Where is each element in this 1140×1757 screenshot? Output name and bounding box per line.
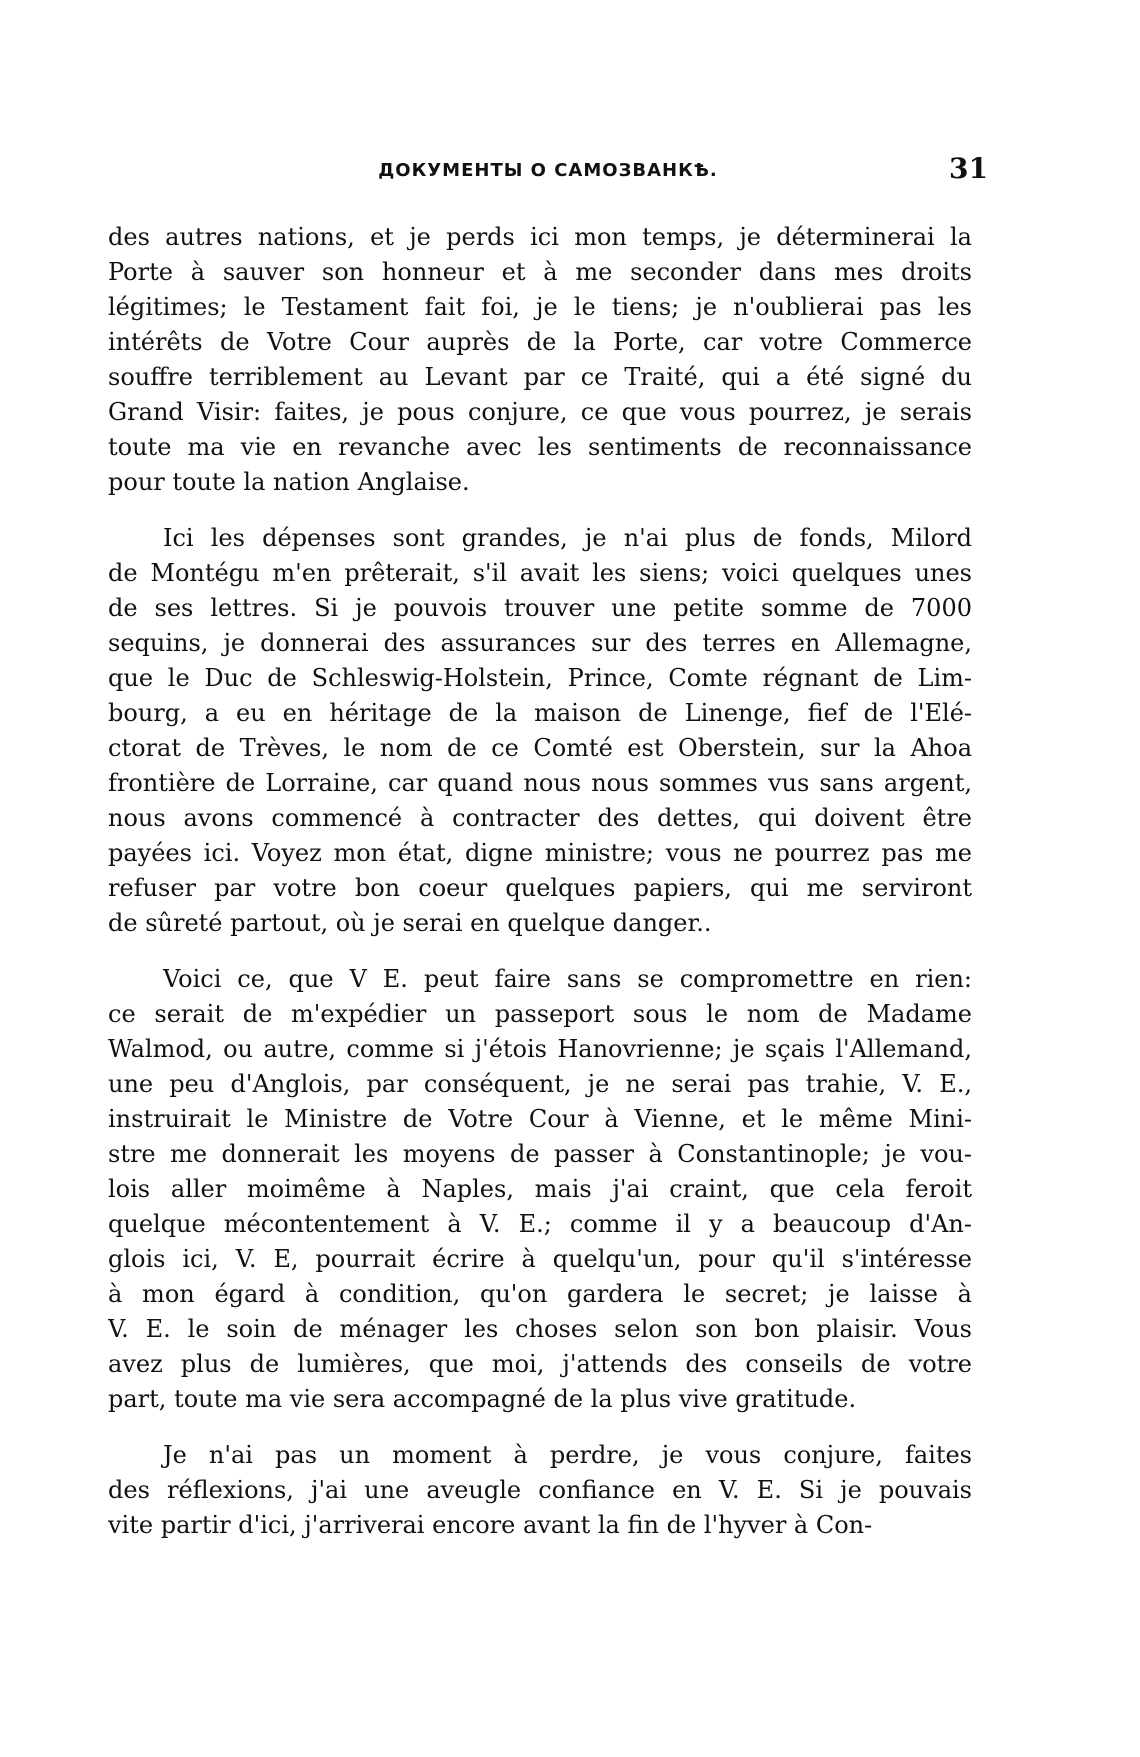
running-title: ДОКУМЕНТЫ О САМОЗВАНКѢ.: [378, 160, 718, 181]
text-line: intérêts de Votre Cour auprès de la Porte, car votre Commerce: [108, 328, 972, 356]
text-line: stre me donnerait les moyens de passer à Constantinople; je vou-: [108, 1140, 972, 1168]
text-line: Grand Visir: faites, je pous conjure, ce que vous pourrez, je serais: [108, 398, 972, 426]
page-number: 31: [949, 152, 988, 185]
paragraph: [108, 220, 972, 500]
text-line: Voici ce, que V E. peut faire sans se compromettre en rien:: [163, 965, 972, 993]
text-line: souffre terriblement au Levant par ce Traité, qui a été signé du: [108, 363, 972, 391]
text-line: une peu d'Anglois, par conséquent, je ne serai pas trahie, V. E.,: [108, 1070, 972, 1098]
body-text: [108, 220, 972, 1543]
text-line: V. E. le soin de ménager les choses selon son bon plaisir. Vous: [108, 1315, 972, 1343]
text-line: refuser par votre bon coeur quelques papiers, qui me serviront: [108, 874, 972, 902]
text-line: légitimes; le Testament fait foi, je le tiens; je n'oublierai pas les: [108, 293, 972, 321]
text-line: à mon égard à condition, qu'on gardera le secret; je laisse à: [108, 1280, 972, 1308]
text-line: des réflexions, j'ai une aveugle confiance en V. E. Si je pouvais: [108, 1476, 972, 1504]
text-line: Je n'ai pas un moment à perdre, je vous conjure, faites: [163, 1441, 972, 1469]
text-line: des autres nations, et je perds ici mon temps, je déterminerai la: [108, 223, 972, 251]
text-line: que le Duc de Schleswig-Holstein, Prince, Comte régnant de Lim-: [108, 664, 972, 692]
text-line: de ses lettres. Si je pouvois trouver une petite somme de 7000: [108, 594, 972, 622]
paragraph: [108, 962, 972, 1417]
text-line: toute ma vie en revanche avec les sentiments de reconnaissance: [108, 433, 972, 461]
text-line: part, toute ma vie sera accompagné de la plus vive gratitude.: [108, 1385, 857, 1413]
text-line: frontière de Lorraine, car quand nous nous sommes vus sans argent,: [108, 769, 972, 797]
text-line: ctorat de Trèves, le nom de ce Comté est Oberstein, sur la Ahoa: [108, 734, 972, 762]
text-line: de sûreté partout, où je serai en quelque danger..: [108, 909, 712, 937]
text-line: Ici les dépenses sont grandes, je n'ai plus de fonds, Milord: [163, 524, 972, 552]
text-line: nous avons commencé à contracter des dettes, qui doivent être: [108, 804, 972, 832]
text-line: ce serait de m'expédier un passeport sous le nom de Madame: [108, 1000, 972, 1028]
paragraph: [108, 521, 972, 941]
text-line: instruirait le Ministre de Votre Cour à Vienne, et le même Mini-: [108, 1105, 972, 1133]
text-line: glois ici, V. E, pourrait écrire à quelqu'un, pour qu'il s'intéresse: [108, 1245, 972, 1273]
text-line: payées ici. Voyez mon état, digne ministre; vous ne pourrez pas me: [108, 839, 972, 867]
text-line: quelque mécontentement à V. E.; comme il y a beaucoup d'An-: [108, 1210, 972, 1238]
text-line: vite partir d'ici, j'arriverai encore avant la fin de l'hyver à Con-: [108, 1511, 873, 1539]
text-line: Porte à sauver son honneur et à me seconder dans mes droits: [108, 258, 972, 286]
text-line: avez plus de lumières, que moi, j'attends des conseils de votre: [108, 1350, 972, 1378]
text-line: bourg, a eu en héritage de la maison de Linenge, fief de l'Elé-: [108, 699, 972, 727]
paragraph: [108, 1438, 972, 1543]
text-line: pour toute la nation Anglaise.: [108, 468, 470, 496]
text-line: Walmod, ou autre, comme si j'étois Hanovrienne; je sçais l'Allemand,: [108, 1035, 972, 1063]
text-line: sequins, je donnerai des assurances sur des terres en Allemagne,: [108, 629, 972, 657]
text-line: de Montégu m'en prêterait, s'il avait les siens; voici quelques unes: [108, 559, 972, 587]
text-line: lois aller moimême à Naples, mais j'ai craint, que cela feroit: [108, 1175, 972, 1203]
running-head: [108, 150, 988, 190]
